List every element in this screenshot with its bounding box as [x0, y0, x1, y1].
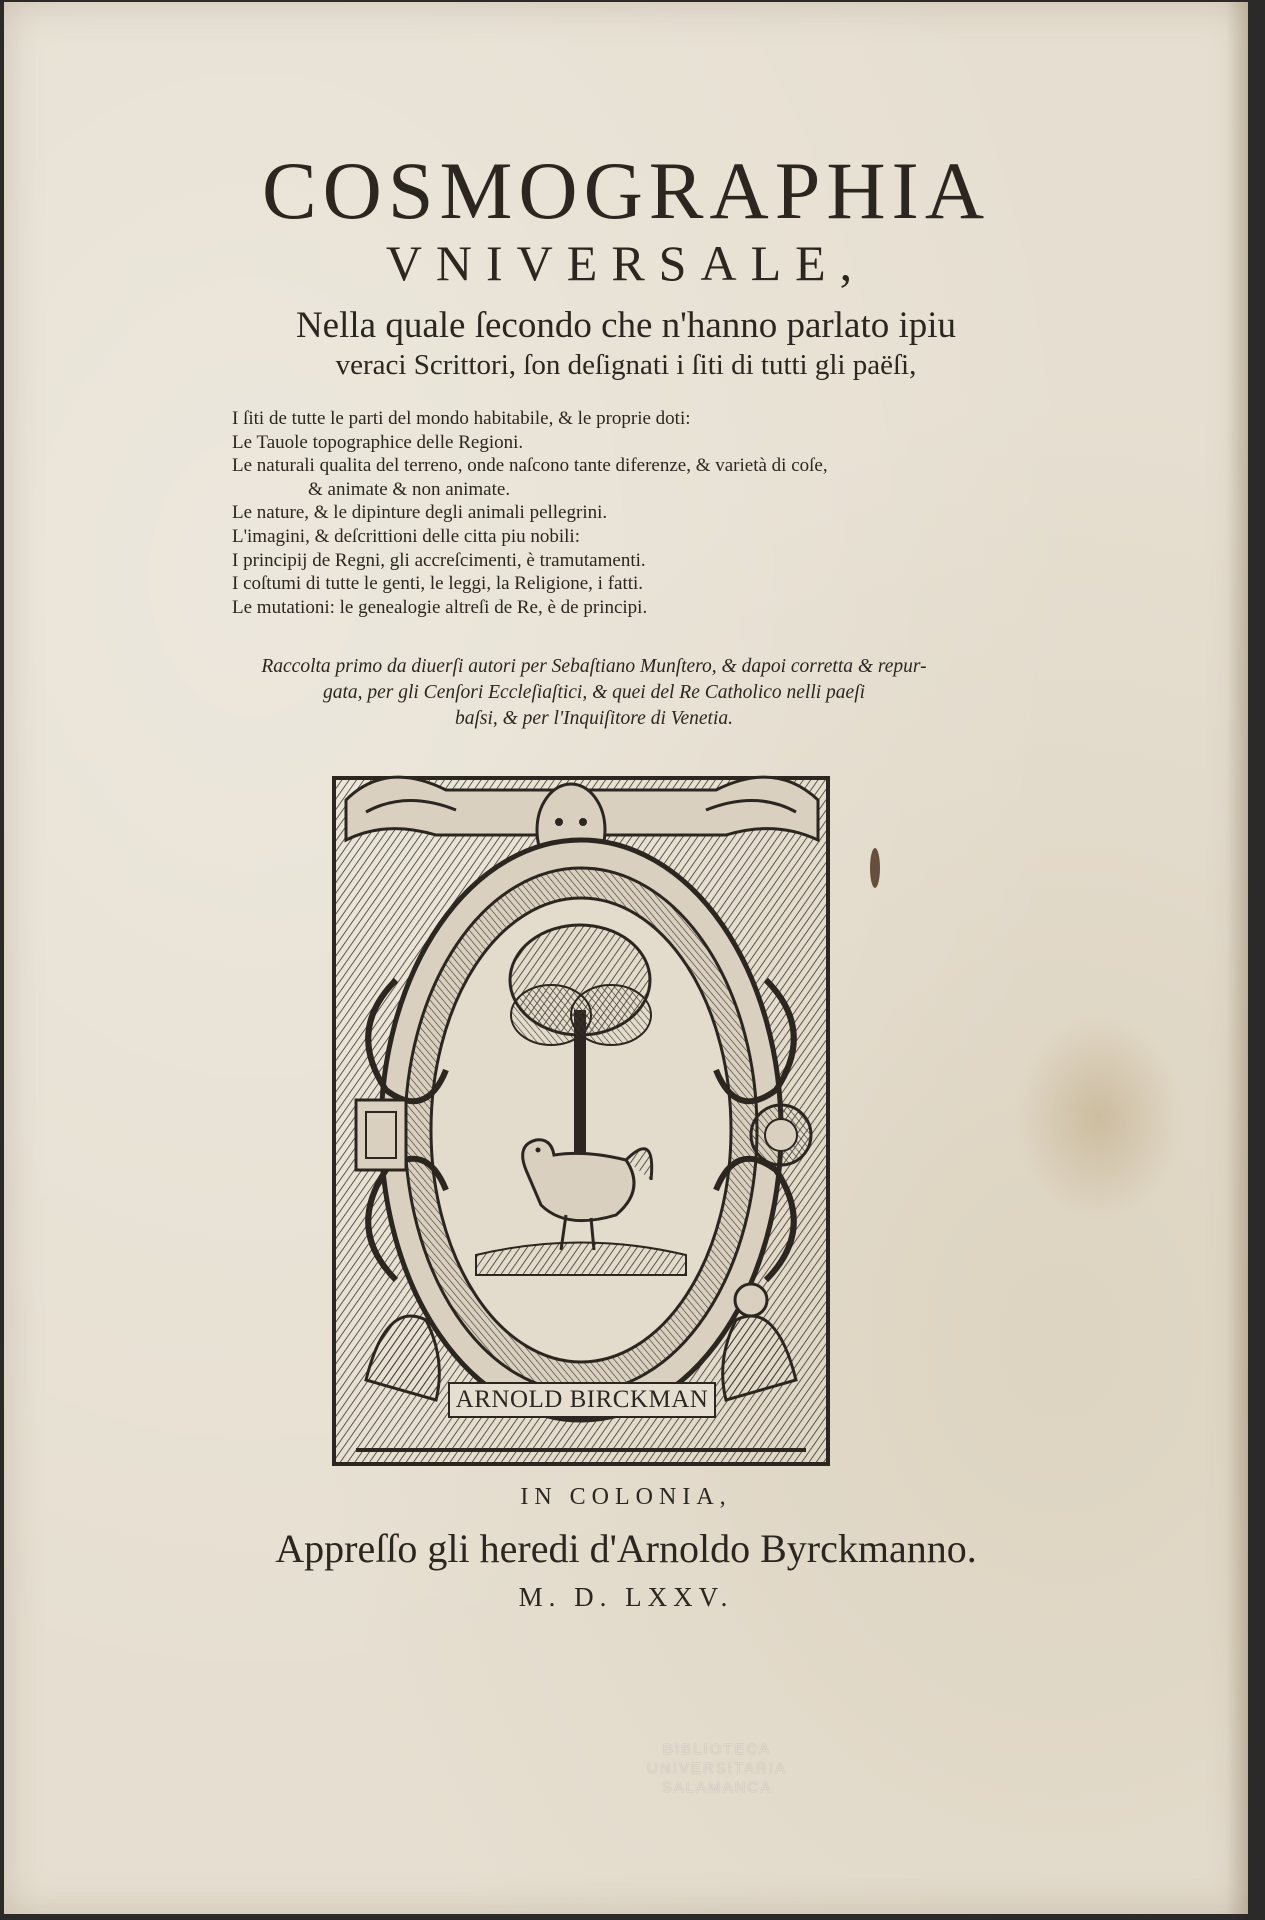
- contents-item: Le naturali qualita del terreno, onde naſcono tante diferenze, & varietà di coſe,: [232, 455, 828, 477]
- library-stamp-line: UNIVERSITARIA: [647, 1760, 787, 1777]
- editor-note: [164, 654, 1024, 732]
- contents-item: Le nature, & le dipinture degli animali pellegrini.: [232, 502, 608, 524]
- subtitle-line-2: veraci Scrittori, ſon deſignati i ſiti di tutti gli paëſi,: [335, 349, 917, 381]
- library-stamp-line: SALAMANCA: [661, 1779, 773, 1796]
- contents-item: L'imagini, & deſcrittioni delle citta piu nobili:: [232, 525, 580, 547]
- contents-item: I principij de Regni, gli accreſcimenti, è tramutamenti.: [232, 549, 646, 571]
- editor-note-line: Raccolta primo da diuerſi autori per Sebaſtiano Munſtero, & dapoi corretta & repur-: [261, 656, 927, 677]
- contents-item: I ſiti de tutte le parti del mondo habitabile, & le proprie doti:: [232, 408, 691, 429]
- subtitle-line-1: Nella quale ſecondo che n'hanno parlato ipiu: [295, 305, 957, 346]
- printer-device-woodcut: [326, 760, 836, 1470]
- woodcut-illustration: [326, 760, 836, 1470]
- imprint-printer: Appreſſo gli heredi d'Arnoldo Byrckmanno.: [275, 1526, 977, 1571]
- contents-item: & animate & non animate.: [308, 478, 511, 500]
- contents-item: Le mutationi: le genealogie altreſi de Re, è de principi.: [232, 596, 648, 618]
- contents-item: I coſtumi di tutte le genti, le leggi, la Religione, i fatti.: [232, 573, 644, 595]
- foxing-stain: [1014, 1012, 1184, 1222]
- title-line-2: VNIVERSALE,: [385, 235, 867, 291]
- editor-note-line: baſsi, & per l'Inquiſitore di Venetia.: [454, 708, 734, 729]
- contents-list: [232, 407, 1052, 619]
- imprint-year: M. D. LXXV.: [518, 1582, 734, 1612]
- imprint-place: IN COLONIA,: [520, 1484, 732, 1510]
- title-page: [4, 2, 1248, 1914]
- ink-blot: [870, 848, 880, 888]
- printer-device-banner: ARNOLD BIRCKMAN: [448, 1382, 716, 1418]
- editor-note-line: gata, per gli Cenſori Eccleſiaſtici, & quei del Re Catholico nelli paeſi: [322, 682, 866, 703]
- contents-item: Le Tauole topographice delle Regioni.: [232, 431, 524, 453]
- library-stamp: [622, 1740, 812, 1797]
- title-line-1: COSMOGRAPHIA: [261, 145, 991, 236]
- library-stamp-line: BIBLIOTECA: [662, 1741, 772, 1758]
